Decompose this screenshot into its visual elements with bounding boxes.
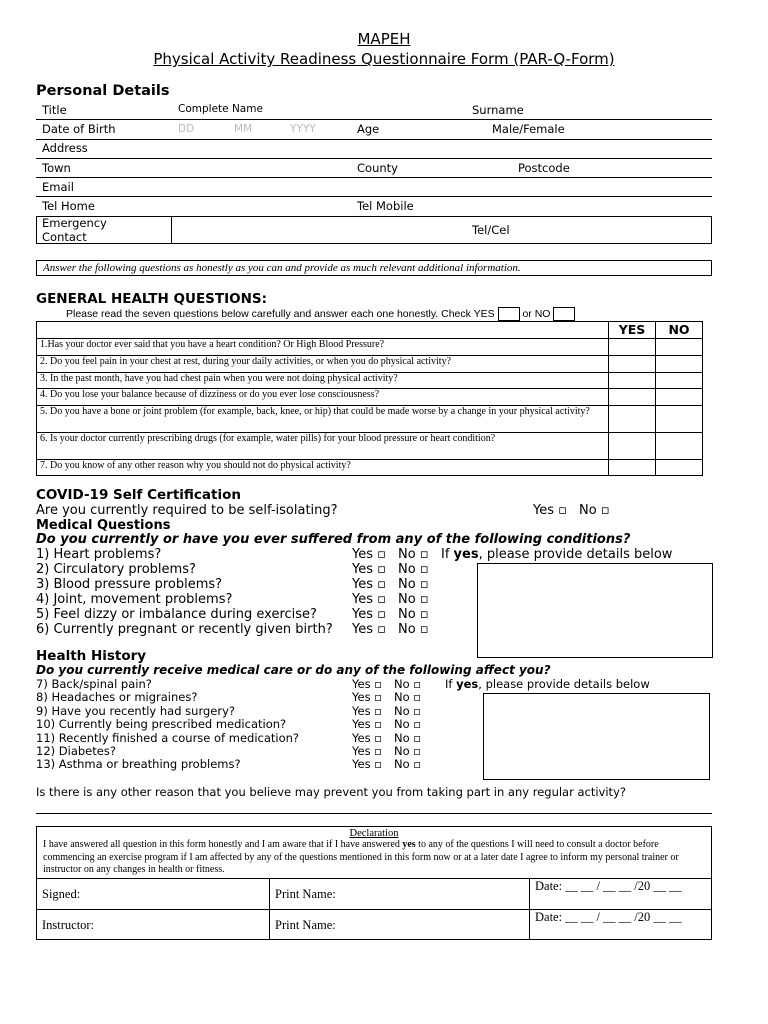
divider [36, 196, 712, 197]
question-cell: 4. Do you lose your balance because of dizziness or do you ever lose consciousness? [37, 389, 609, 406]
table-row [37, 460, 703, 476]
health-yes-option[interactable]: Yes ▫ [352, 730, 383, 745]
covid-yes-option[interactable]: Yes ▫ [533, 503, 567, 518]
yes-column-header: YES [609, 322, 656, 339]
divider [269, 910, 270, 940]
table-row [37, 406, 703, 433]
if-yes-bold: yes [453, 547, 479, 562]
no-answer-cell[interactable] [656, 460, 703, 476]
no-answer-cell[interactable] [656, 389, 703, 406]
divider [529, 879, 530, 909]
medical-question: 3) Blood pressure problems? [36, 577, 223, 592]
no-checkbox-sample [553, 307, 575, 321]
complete-name-label: Complete Name [178, 103, 263, 115]
medical-yes-option[interactable]: Yes ▫ [352, 562, 386, 577]
divider [36, 139, 712, 140]
health-no-option[interactable]: No ▫ [394, 757, 422, 772]
print-name-label: Print Name: [275, 918, 336, 932]
emergency-label: Emergency [42, 216, 107, 230]
medical-details-box[interactable] [477, 563, 713, 658]
divider [529, 910, 530, 940]
medical-if-yes-note [441, 547, 672, 562]
medical-question: 2) Circulatory problems? [36, 562, 196, 577]
medical-question: 6) Currently pregnant or recently given birth? [36, 622, 333, 637]
medical-no-option[interactable]: No ▫ [398, 562, 429, 577]
no-column-header: NO [656, 322, 703, 339]
address-label: Address [42, 141, 88, 155]
contact-label: Contact [42, 230, 87, 244]
health-no-option[interactable]: No ▫ [394, 690, 422, 705]
medical-no-option[interactable]: No ▫ [398, 607, 429, 622]
health-no-option[interactable]: No ▫ [394, 730, 422, 745]
question-cell: 1.Has your doctor ever said that you have a heart condition? Or High Blood Pressure? [37, 339, 609, 356]
health-no-option[interactable]: No ▫ [394, 744, 422, 758]
medical-no-option[interactable]: No ▫ [398, 547, 429, 562]
surname-label: Surname [472, 103, 524, 117]
medical-no-option[interactable]: No ▫ [398, 622, 429, 637]
if-yes-pre: If [445, 677, 457, 691]
age-label: Age [357, 122, 380, 136]
no-answer-cell[interactable] [656, 433, 703, 460]
health-questions-table [36, 321, 703, 476]
medical-question: 4) Joint, movement problems? [36, 592, 233, 607]
health-question: 11) Recently finished a course of medication? [36, 730, 300, 745]
health-if-yes-note [445, 677, 650, 691]
answer-line[interactable] [36, 813, 712, 814]
email-label: Email [42, 180, 74, 194]
health-yes-option[interactable]: Yes ▫ [352, 690, 383, 705]
yes-answer-cell[interactable] [609, 433, 656, 460]
table-row [37, 356, 703, 373]
no-answer-cell[interactable] [656, 339, 703, 356]
question-cell: 3. In the past month, have you had chest pain when you were not doing physical activity? [37, 373, 609, 389]
declaration-text-yes: yes [402, 839, 416, 850]
yes-checkbox-sample [498, 307, 520, 321]
divider [36, 119, 712, 120]
emergency-contact-box [36, 216, 712, 244]
instructor-label: Instructor: [42, 918, 95, 932]
medical-no-option[interactable]: No ▫ [398, 577, 429, 592]
declaration-title: Declaration [349, 828, 399, 839]
medical-yes-option[interactable]: Yes ▫ [352, 577, 386, 592]
medical-no-option[interactable]: No ▫ [398, 592, 429, 607]
health-question: 13) Asthma or breathing problems? [36, 757, 241, 772]
yes-answer-cell[interactable] [609, 356, 656, 373]
question-cell: 2. Do you feel pain in your chest at rest, during your daily activities, or when you do physical activity? [37, 356, 609, 373]
question-cell: 6. Is your doctor currently prescribing drugs (for example, water pills) for your blood pressure or heart condition? [37, 433, 609, 460]
covid-heading: COVID-19 Self Certification [36, 487, 242, 503]
health-history-heading: Health History [36, 648, 147, 664]
no-answer-cell[interactable] [656, 406, 703, 433]
title-label: Title [42, 103, 67, 117]
personal-details-heading: Personal Details [36, 83, 170, 99]
yes-answer-cell[interactable] [609, 460, 656, 476]
health-yes-option[interactable]: Yes ▫ [352, 677, 383, 691]
date-field[interactable]: Date: __ __ / __ __ /20 __ __ [535, 910, 682, 924]
instructor-row [37, 909, 711, 940]
no-answer-cell[interactable] [656, 373, 703, 389]
health-no-option[interactable]: No ▫ [394, 703, 422, 718]
medical-question: 1) Heart problems? [36, 547, 162, 562]
medical-yes-option[interactable]: Yes ▫ [352, 607, 386, 622]
form-heading: MAPEH [357, 30, 411, 48]
instructions-text: Please read the seven questions below carefully and answer each one honestly. Check YES [66, 307, 495, 320]
if-yes-post: , please provide details below [478, 677, 650, 691]
instruction-banner: Answer the following questions as honestly as you can and provide as much relevant additional information. [36, 260, 712, 276]
form-title: Physical Activity Readiness Questionnaire Form (PAR-Q-Form) [153, 50, 615, 68]
postcode-label: Postcode [518, 161, 570, 175]
divider [36, 177, 712, 178]
telcel-label: Tel/Cel [472, 223, 510, 237]
health-no-option[interactable]: No ▫ [394, 677, 422, 691]
medical-prompt: Do you currently or have you ever suffered from any of the following conditions? [36, 532, 631, 547]
divider [171, 217, 172, 243]
covid-question: Are you currently required to be self-isolating? [36, 503, 338, 518]
health-yes-option[interactable]: Yes ▫ [352, 703, 383, 718]
general-health-instructions [66, 307, 575, 321]
yes-answer-cell[interactable] [609, 389, 656, 406]
question-cell: 7. Do you know of any other reason why you should not do physical activity? [37, 460, 609, 476]
table-row [37, 389, 703, 406]
declaration-box [36, 826, 712, 940]
table-row [37, 339, 703, 356]
divider [269, 879, 270, 909]
divider [36, 158, 712, 159]
if-yes-bold: yes [456, 677, 479, 691]
health-details-box[interactable] [483, 693, 710, 780]
dob-label: Date of Birth [42, 122, 116, 136]
table-header-blank [37, 322, 609, 339]
table-row [37, 433, 703, 460]
table-header-row [37, 322, 703, 339]
health-question: 10) Currently being prescribed medication? [36, 717, 287, 732]
health-yes-option[interactable]: Yes ▫ [352, 717, 383, 732]
covid-no-option[interactable]: No ▫ [579, 503, 610, 518]
instructions-text-or-no: or NO [522, 307, 551, 320]
county-label: County [357, 161, 398, 175]
town-label: Town [42, 161, 71, 175]
medical-yes-option[interactable]: Yes ▫ [352, 622, 386, 637]
health-question: 7) Back/spinal pain? [36, 677, 152, 691]
sex-label: Male/Female [492, 122, 565, 136]
health-question: 8) Headaches or migraines? [36, 690, 198, 705]
dob-day-placeholder[interactable]: DD [178, 123, 195, 135]
no-answer-cell[interactable] [656, 356, 703, 373]
declaration-text [37, 839, 711, 877]
health-yes-option[interactable]: Yes ▫ [352, 744, 383, 758]
health-yes-option[interactable]: Yes ▫ [352, 757, 383, 772]
medical-questions-heading: Medical Questions [36, 518, 171, 533]
if-yes-pre: If [441, 547, 454, 562]
yes-answer-cell[interactable] [609, 373, 656, 389]
dob-year-placeholder[interactable]: YYYY [290, 123, 316, 135]
date-field[interactable]: Date: __ __ / __ __ /20 __ __ [535, 879, 682, 893]
health-prompt: Do you currently receive medical care or do any of the following affect you? [36, 663, 551, 677]
if-yes-post: , please provide details below [478, 547, 673, 562]
tel-home-label: Tel Home [42, 199, 95, 213]
medical-question: 5) Feel dizzy or imbalance during exercise? [36, 607, 317, 622]
health-question: 12) Diabetes? [36, 744, 116, 758]
other-reason-question: Is there is any other reason that you believe may prevent you from taking part in any regular activity? [36, 785, 626, 799]
print-name-label: Print Name: [275, 887, 336, 901]
signed-row [37, 878, 711, 909]
medical-yes-option[interactable]: Yes ▫ [352, 592, 386, 607]
general-health-heading: GENERAL HEALTH QUESTIONS: [36, 291, 268, 307]
question-cell: 5. Do you have a bone or joint problem (for example, back, knee, or hip) that could be made worse by a change in your physical activity? [37, 406, 609, 433]
health-question: 9) Have you recently had surgery? [36, 703, 235, 718]
dob-month-placeholder[interactable]: MM [234, 123, 253, 135]
yes-answer-cell[interactable] [609, 406, 656, 433]
health-no-option[interactable]: No ▫ [394, 717, 422, 732]
tel-mobile-label: Tel Mobile [357, 199, 414, 213]
table-row [37, 373, 703, 389]
medical-yes-option[interactable]: Yes ▫ [352, 547, 386, 562]
yes-answer-cell[interactable] [609, 339, 656, 356]
signed-label: Signed: [42, 887, 81, 901]
declaration-text-c: to any of the questions I will need to consult a doctor before commencing an exercise program if I am affected by any of the questions mentioned in this form now or at a later date I agree to inform my personal trainer or instructor on any changes in health or fitness. [43, 839, 679, 875]
declaration-text-a: I have answered all question in this form honestly and I am aware that if I have answered [43, 839, 403, 850]
